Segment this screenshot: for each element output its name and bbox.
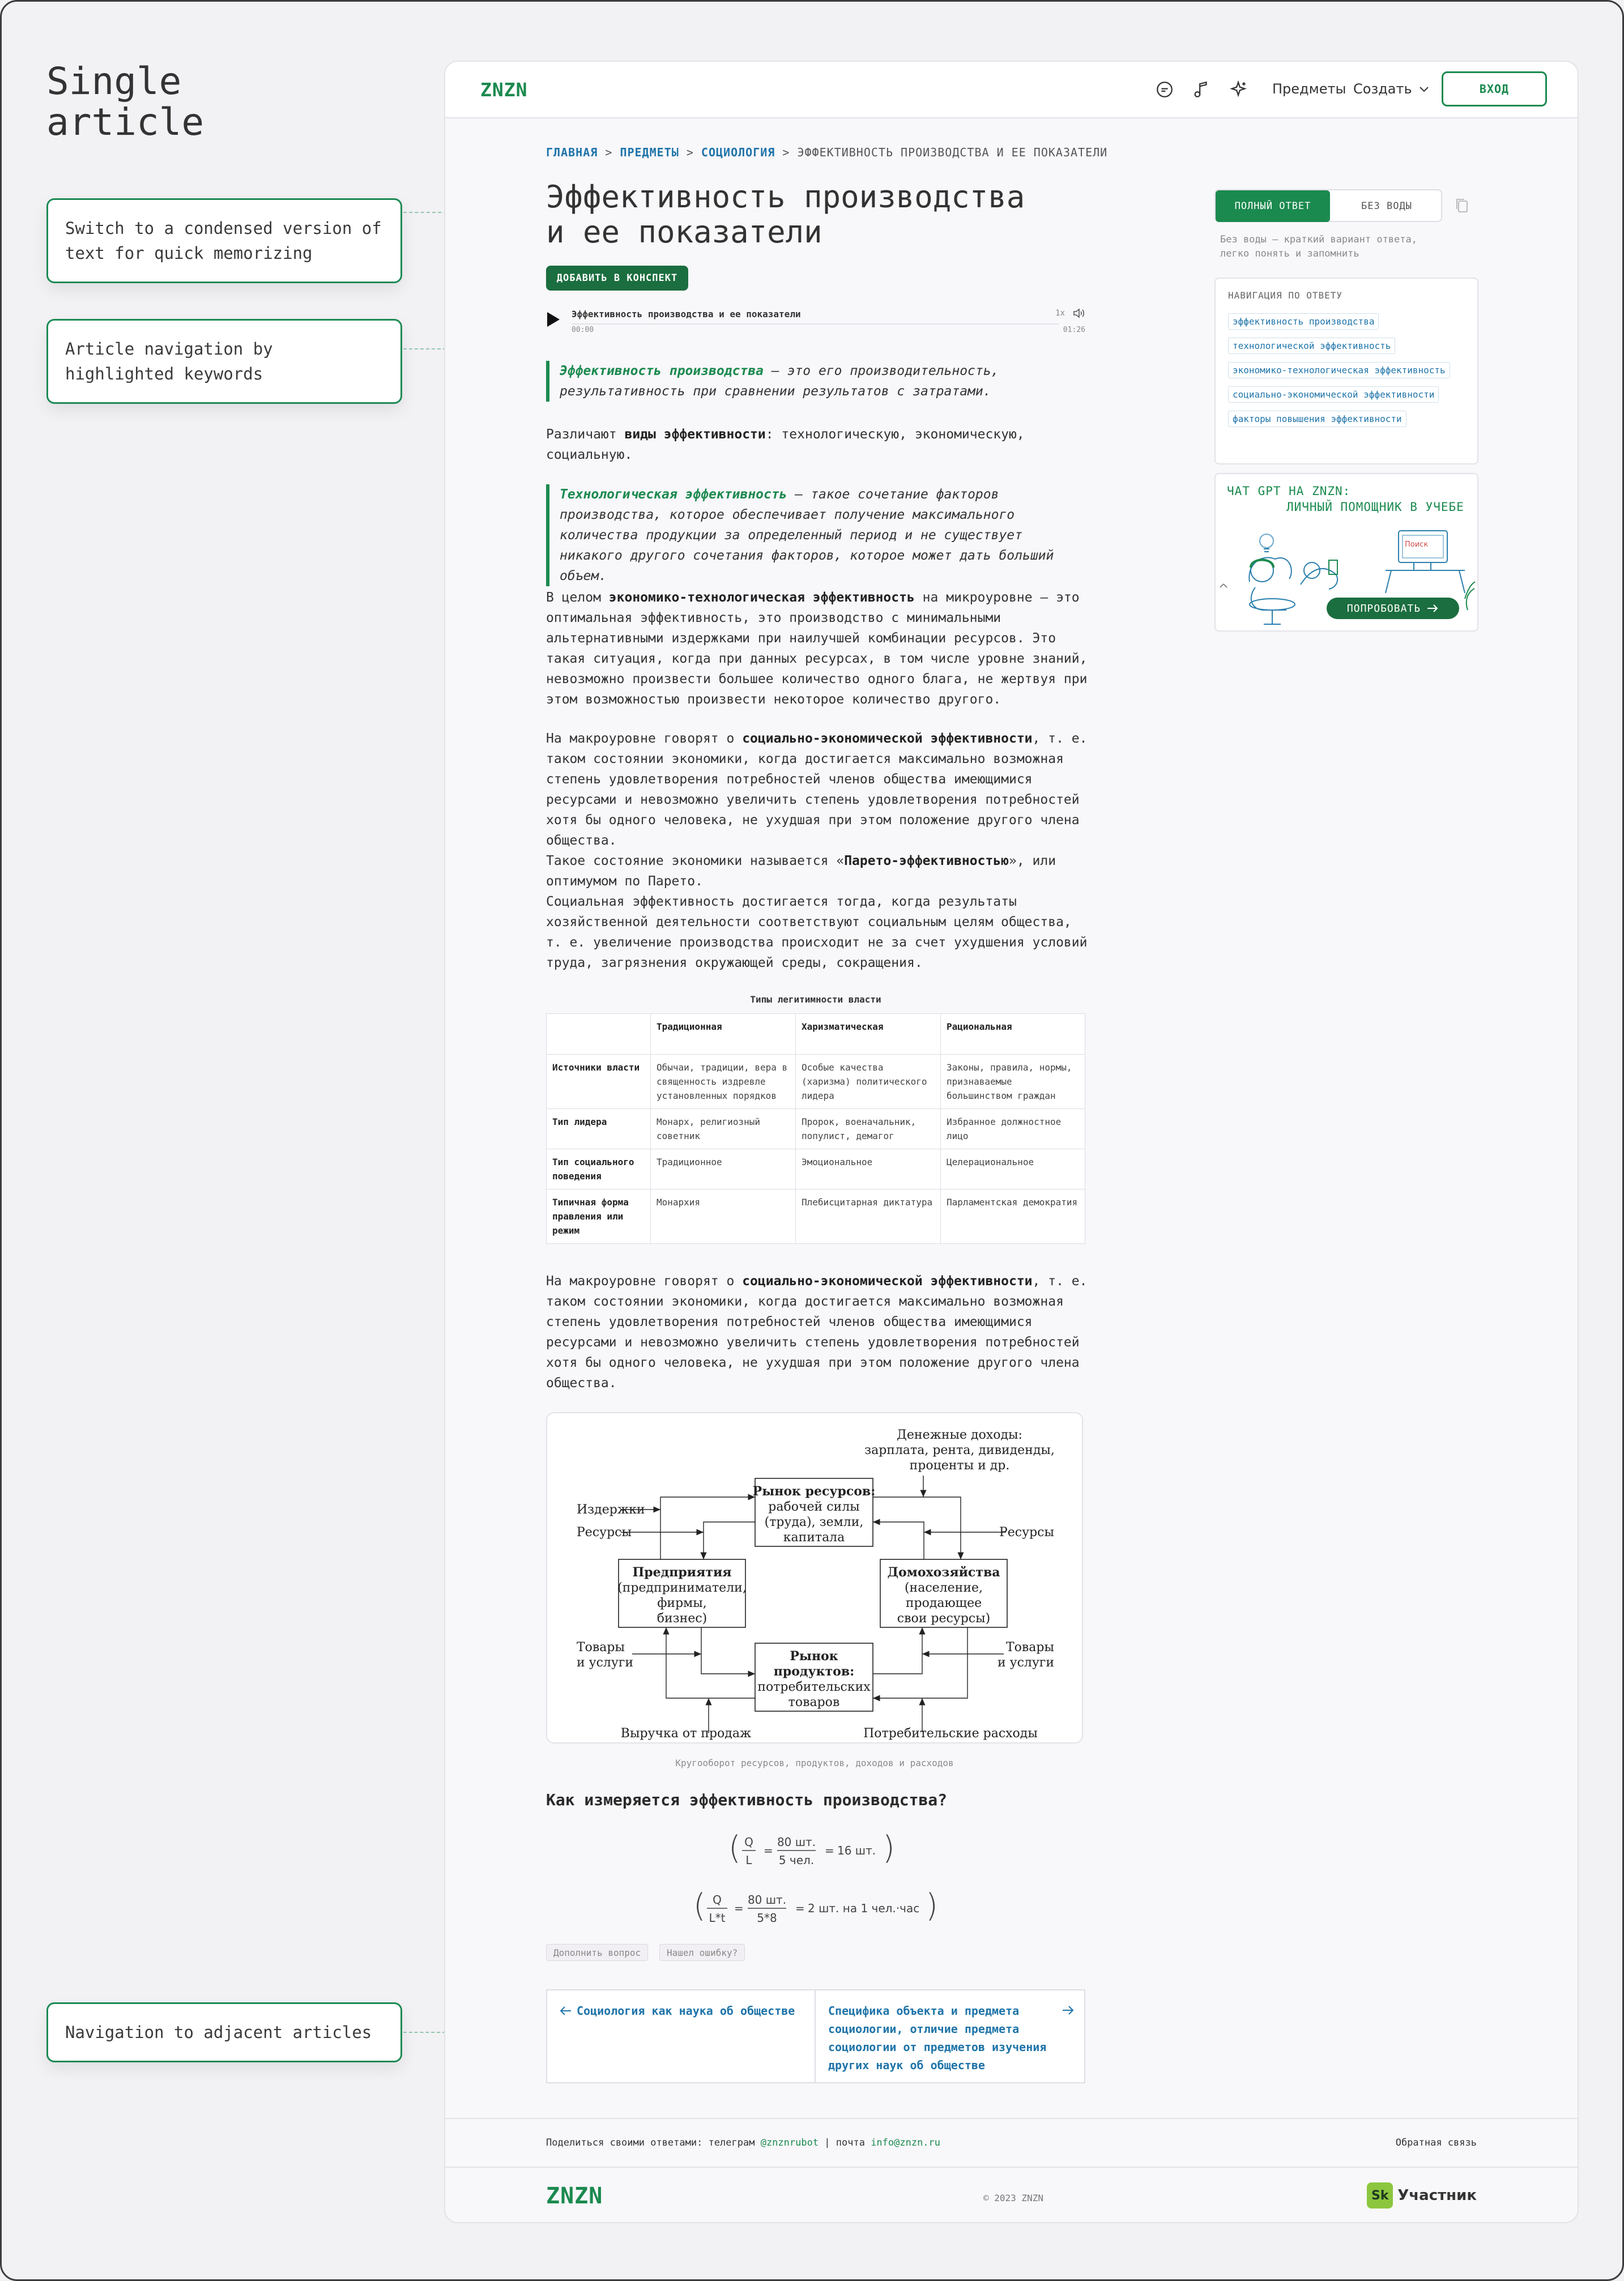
paragraph-3-a <box>546 728 1090 851</box>
text: Различают <box>546 427 625 442</box>
footer-logo[interactable]: ZNZN <box>546 2183 603 2209</box>
table-cell: Пророк, военачальник, популист, демагог <box>796 1109 941 1149</box>
table-row <box>547 1055 1085 1109</box>
formula-1-eq2: = <box>825 1844 834 1857</box>
figure-caption: Кругооборот ресурсов, продуктов, доходов и расходов <box>675 1758 954 1768</box>
gpt-screen <box>1403 536 1443 551</box>
player-speed[interactable]: 1x <box>1055 309 1065 318</box>
breadcrumb-current: ЭФФЕКТИВНОСТЬ ПРОИЗВОДСТВА И ЕЕ ПОКАЗАТЕЛИ <box>797 146 1108 159</box>
next-article-title: Специфика объекта и предмета социологии, отличие предмета социологии от предметов изучения других наук об обществе <box>828 2004 1047 2072</box>
music-note-icon[interactable] <box>1192 80 1211 99</box>
player-total-time: 01:26 <box>1063 326 1085 334</box>
table-cell: Законы, правила, нормы, признаваемые большинством граждан <box>941 1055 1085 1109</box>
paragraph-4 <box>546 1271 1090 1393</box>
answer-mode-toggle <box>1214 189 1442 222</box>
paren-left: ( <box>728 1830 741 1866</box>
table-cell: Традиционное <box>651 1149 796 1189</box>
households-line2: (население, <box>904 1581 983 1595</box>
resource-market-line4: капитала <box>783 1530 845 1545</box>
table-cell: Обычаи, традиции, вера в священность издревле установленных порядков <box>651 1055 796 1109</box>
paragraph-2 <box>546 587 1090 710</box>
breadcrumb-sep: > <box>686 146 694 159</box>
product-market-title-1: Рынок <box>790 1649 838 1664</box>
toggle-hint: Без воды — краткий вариант ответа, легко понять и запомнить <box>1220 234 1417 259</box>
table-cell: Особые качества (харизма) политического лидера <box>796 1055 941 1109</box>
bold-text: экономико-технологическая эффективность <box>608 590 915 605</box>
footer-share <box>546 2137 940 2148</box>
feedback-link[interactable]: Обратная связь <box>1395 2137 1477 2148</box>
resource-market-line3: (труда), земли, <box>764 1515 864 1529</box>
play-icon[interactable] <box>546 311 561 328</box>
supplement-question-button[interactable]: Дополнить вопрос <box>546 1944 648 1961</box>
gpt-promo-line1: ЧАТ GPT НА ZNZN: <box>1227 484 1351 498</box>
skolkovo-logo: Sk <box>1367 2182 1393 2208</box>
paragraph-1 <box>546 424 1090 465</box>
text: На макроуровне говорят о <box>546 1274 743 1289</box>
table-header-cell: Традиционная <box>651 1014 796 1055</box>
table-cell: Избранное должностное лицо <box>941 1109 1085 1149</box>
report-error-button[interactable]: Нашел ошибку? <box>659 1944 745 1961</box>
keyword-link[interactable]: социально-экономической эффективности <box>1228 386 1439 403</box>
add-to-notes-button[interactable]: ДОБАВИТЬ В КОНСПЕКТ <box>546 266 688 291</box>
costs-label: Издержки <box>577 1503 645 1517</box>
skolkovo-badge <box>1367 2182 1477 2208</box>
bold-text: социально-экономической эффективности <box>742 1274 1033 1289</box>
chat-icon[interactable] <box>1155 80 1174 99</box>
footer-share-bar <box>445 2118 1578 2168</box>
bold-text: социально-экономической эффективности <box>742 731 1033 746</box>
resource-market-line2: рабочей силы <box>768 1500 860 1514</box>
revenue-label: Выручка от продаж <box>620 1726 752 1741</box>
firms-line2: (предприниматели, <box>617 1581 747 1595</box>
paragraph-3-c: Социальная эффективность достигается тогда, когда результаты хозяйственной деятельности соответствуют социальным целям общества, т. е. увеличение производства происходит не за счет ухудшения условий труда, загрязнения окружающей среды, сокращения. <box>546 894 1088 970</box>
paren-right: ) <box>883 1830 895 1866</box>
page-label: Single article <box>46 59 204 144</box>
table-header-cell: Рациональная <box>941 1014 1085 1055</box>
breadcrumb-sociology[interactable]: СОЦИОЛОГИЯ <box>701 146 775 159</box>
page-title-line1: Эффективность производства <box>546 179 1025 215</box>
table-row-header: Тип лидера <box>547 1109 651 1149</box>
arrow-right-icon <box>1062 2005 1074 2015</box>
formula-2-graphic <box>693 1887 943 1932</box>
volume-icon[interactable] <box>1073 308 1085 319</box>
try-gpt-button[interactable] <box>1327 598 1459 619</box>
definition-quote-1 <box>546 361 1090 402</box>
formula-1-den2: 5 чел. <box>778 1853 815 1867</box>
product-market-line4: товаров <box>788 1695 840 1709</box>
gpt-screen-text: Поиск <box>1405 540 1429 549</box>
breadcrumb-sep: > <box>782 146 790 159</box>
copy-icon[interactable] <box>1455 198 1469 214</box>
text: Такое состояние экономики называется « <box>546 854 845 868</box>
formula-1-graphic <box>728 1829 898 1874</box>
formula-2-num1: Q <box>713 1893 722 1907</box>
quote-text: — такое сочетание факторов производства, которое обеспечивает получение максимального количества продукции за определенный период и не существует никакого другого сочетания факторов, которое может дать больший объем. <box>560 487 1054 583</box>
table-header-cell <box>547 1014 651 1055</box>
formula-2-eq2: = <box>795 1901 805 1915</box>
formula-2-num2: 80 шт. <box>747 1893 787 1907</box>
households-line4: свои ресурсы) <box>897 1611 991 1626</box>
formula-1-den1: L <box>745 1853 752 1867</box>
section-heading: Как измеряется эффективность производства? <box>546 1790 948 1809</box>
table-caption: Типы легитимности власти <box>750 994 881 1005</box>
prev-article-link[interactable] <box>547 1990 816 2082</box>
breadcrumb-home[interactable]: ГЛАВНАЯ <box>546 146 598 159</box>
paren-left: ( <box>693 1887 706 1924</box>
text: В целом <box>546 590 609 605</box>
toggle-no-water[interactable]: БЕЗ ВОДЫ <box>1361 201 1412 212</box>
firms-title: Предприятия <box>632 1565 732 1580</box>
resource-market-title: Рынок ресурсов: <box>752 1484 876 1499</box>
nav-create-label: Создать <box>1353 81 1412 97</box>
bold-text: Парето-эффективностью <box>844 854 1009 868</box>
circular-flow-figure <box>546 1412 1083 1743</box>
arrow-right-icon <box>1426 604 1439 613</box>
paragraph-3 <box>546 728 1090 973</box>
keyword-link[interactable]: технологической эффективность <box>1228 338 1395 354</box>
formula-2-eq: = <box>734 1901 744 1915</box>
table-row-header: Тип социального поведения <box>547 1149 651 1189</box>
circular-flow-diagram <box>547 1413 1084 1745</box>
nav-create[interactable] <box>1353 81 1430 97</box>
gpt-promo-line2: ЛИЧНЫЙ ПОМОЩНИК В УЧЕБЕ <box>1286 500 1464 514</box>
arrow-left-icon <box>560 2006 572 2016</box>
formula-2-result: 2 шт. на 1 чел.·час <box>808 1901 920 1915</box>
try-gpt-label: ПОПРОБОВАТЬ <box>1346 602 1421 615</box>
sparkle-icon[interactable] <box>1229 80 1248 99</box>
adjacent-articles-nav <box>546 1989 1085 2083</box>
page-title-line2: и ее показатели <box>546 214 822 250</box>
goods-right-label-1: Товары <box>1005 1640 1054 1655</box>
callout-adjacent: Navigation to adjacent articles <box>46 2002 402 2062</box>
answer-navigation <box>1214 278 1478 464</box>
skolkovo-text: Участник <box>1397 2187 1477 2204</box>
copyright: © 2023 ZNZN <box>983 2193 1043 2203</box>
households-title: Домохозяйства <box>887 1565 1000 1580</box>
formula-1 <box>728 1829 898 1877</box>
keyword-highlight: Технологическая эффективность <box>560 487 787 502</box>
formula-2-den2: 5*8 <box>757 1911 777 1925</box>
telegram-link[interactable]: @znznrubot <box>760 2137 819 2148</box>
table-cell: Парламентская демократия <box>941 1189 1085 1244</box>
table-row <box>547 1149 1085 1189</box>
table-cell: Эмоциональное <box>796 1149 941 1189</box>
browser-card <box>444 61 1579 2223</box>
login-button[interactable]: ВХОД <box>1442 71 1547 106</box>
legitimacy-table <box>546 1013 1085 1244</box>
text: , т. е. таком состоянии экономики, когда достигается максимально возможная степень удовлетворения потребностей членов общества имеющимися ресурсами и невозможно увеличить степень удовлетворения потребностей хотя бы одного человека, не ухудшая при этом положение другого члена общества. <box>546 1274 1088 1391</box>
breadcrumb <box>546 146 1107 159</box>
callout-condensed: Switch to a condensed version of text for quick memorizing <box>46 198 402 283</box>
text: На макроуровне говорят о <box>546 731 743 746</box>
text: на микроуровне — это оптимальная эффективность, это производство с минимальными альтернативными издержками при наилучшей комбинации ресурсов. Это такая ситуация, когда при данных ресурсах, в том числе уровне знаний, невозможно произвести большее количество одного блага, не жертвуя при этом возможностью произвести некоторое количество другого. <box>546 590 1088 707</box>
text: , т. е. таком состоянии экономики, когда достигается максимально возможная степень удовлетворения потребностей членов общества имеющимися ресурсами и невозможно увеличить степень удовлетворения потребностей хотя бы одного человека, не ухудшая при этом положение другого члена общества. <box>546 731 1088 848</box>
nav-subjects[interactable]: Предметы <box>1272 81 1346 97</box>
table-row-header: Источники власти <box>547 1055 651 1109</box>
resources-right-label: Ресурсы <box>999 1525 1054 1540</box>
households-line3: продающее <box>905 1596 982 1610</box>
keyword-link[interactable]: факторы повышения эффективности <box>1228 411 1406 427</box>
prev-article-row <box>560 2002 802 2020</box>
table-cell: Плебисцитарная диктатура <box>796 1189 941 1244</box>
toggle-full-answer[interactable]: ПОЛНЫЙ ОТВЕТ <box>1216 190 1330 222</box>
paren-right: ) <box>926 1887 938 1924</box>
table-header-cell: Харизматическая <box>796 1014 941 1055</box>
next-article-link[interactable] <box>816 1990 1084 2082</box>
table-cell: Монархия <box>651 1189 796 1244</box>
keyword-link[interactable]: эффективность производства <box>1228 313 1379 330</box>
chevron-down-icon <box>1418 86 1430 93</box>
page-title <box>546 180 1056 250</box>
product-market-line3: потребительских <box>757 1680 871 1694</box>
formula-1-result: 16 шт. <box>837 1844 876 1857</box>
footer-share-text: | почта <box>819 2137 871 2148</box>
player-progress[interactable] <box>572 323 1059 325</box>
logo[interactable]: ZNZN <box>480 79 528 101</box>
table-cell: Монарх, религиозный советник <box>651 1109 796 1149</box>
definition-quote-2 <box>546 484 1090 586</box>
footer-share-text: Поделиться своими ответами: телеграм <box>546 2137 761 2148</box>
table-cell: Целерациональное <box>941 1149 1085 1189</box>
prev-article-title: Социология как наука об обществе <box>577 2004 795 2018</box>
bold-text: виды эффективности <box>624 427 766 442</box>
top-bar <box>445 62 1578 118</box>
formula-2-den1: L*t <box>709 1911 726 1925</box>
keyword-link[interactable]: экономико-технологическая эффективность <box>1228 362 1450 378</box>
audio-player <box>546 305 1085 332</box>
goods-left-label-2: и услуги <box>577 1656 634 1670</box>
product-market-title-2: продуктов: <box>773 1664 855 1679</box>
firms-line4: бизнес) <box>657 1611 707 1626</box>
text: : технологическую, экономическую, социальную. <box>546 427 1025 462</box>
goods-right-label-2: и услуги <box>997 1656 1054 1670</box>
answer-navigation-title: НАВИГАЦИЯ ПО ОТВЕТУ <box>1228 290 1343 301</box>
player-current-time: 00:00 <box>572 326 594 334</box>
callout-keywords: Article navigation by highlighted keywords <box>46 319 402 404</box>
gpt-promo-card <box>1214 473 1478 632</box>
breadcrumb-sep: > <box>605 146 613 159</box>
consumer-label: Потребительские расходы <box>863 1726 1038 1741</box>
firms-line3: фирмы, <box>657 1596 707 1610</box>
paragraph-3-b <box>546 851 1090 892</box>
formula-2 <box>693 1887 943 1934</box>
keyword-highlight: Эффективность производства <box>560 364 764 378</box>
table-row <box>547 1189 1085 1244</box>
text: », или оптимумом по Парето. <box>546 854 1056 889</box>
formula-1-eq: = <box>764 1844 773 1857</box>
goods-left-label-1: Товары <box>577 1640 625 1655</box>
breadcrumb-subjects[interactable]: ПРЕДМЕТЫ <box>620 146 679 159</box>
quote-text: — это его производительность, результативность при сравнении результатов с затратами. <box>560 364 999 399</box>
income-label-1: Денежные доходы: <box>897 1428 1022 1442</box>
formula-1-num1: Q <box>744 1835 753 1849</box>
email-link[interactable]: info@znzn.ru <box>871 2137 941 2148</box>
resources-left-label: Ресурсы <box>577 1525 632 1540</box>
table-row <box>547 1109 1085 1149</box>
income-label-2: зарплата, рента, дивиденды, <box>864 1443 1055 1457</box>
income-label-3: проценты и др. <box>909 1459 1010 1473</box>
player-title: Эффективность производства и ее показатели <box>572 309 801 319</box>
table-header-row <box>547 1014 1085 1055</box>
table-row-header: Типичная форма правления или режим <box>547 1189 651 1244</box>
formula-1-num2: 80 шт. <box>777 1835 816 1849</box>
